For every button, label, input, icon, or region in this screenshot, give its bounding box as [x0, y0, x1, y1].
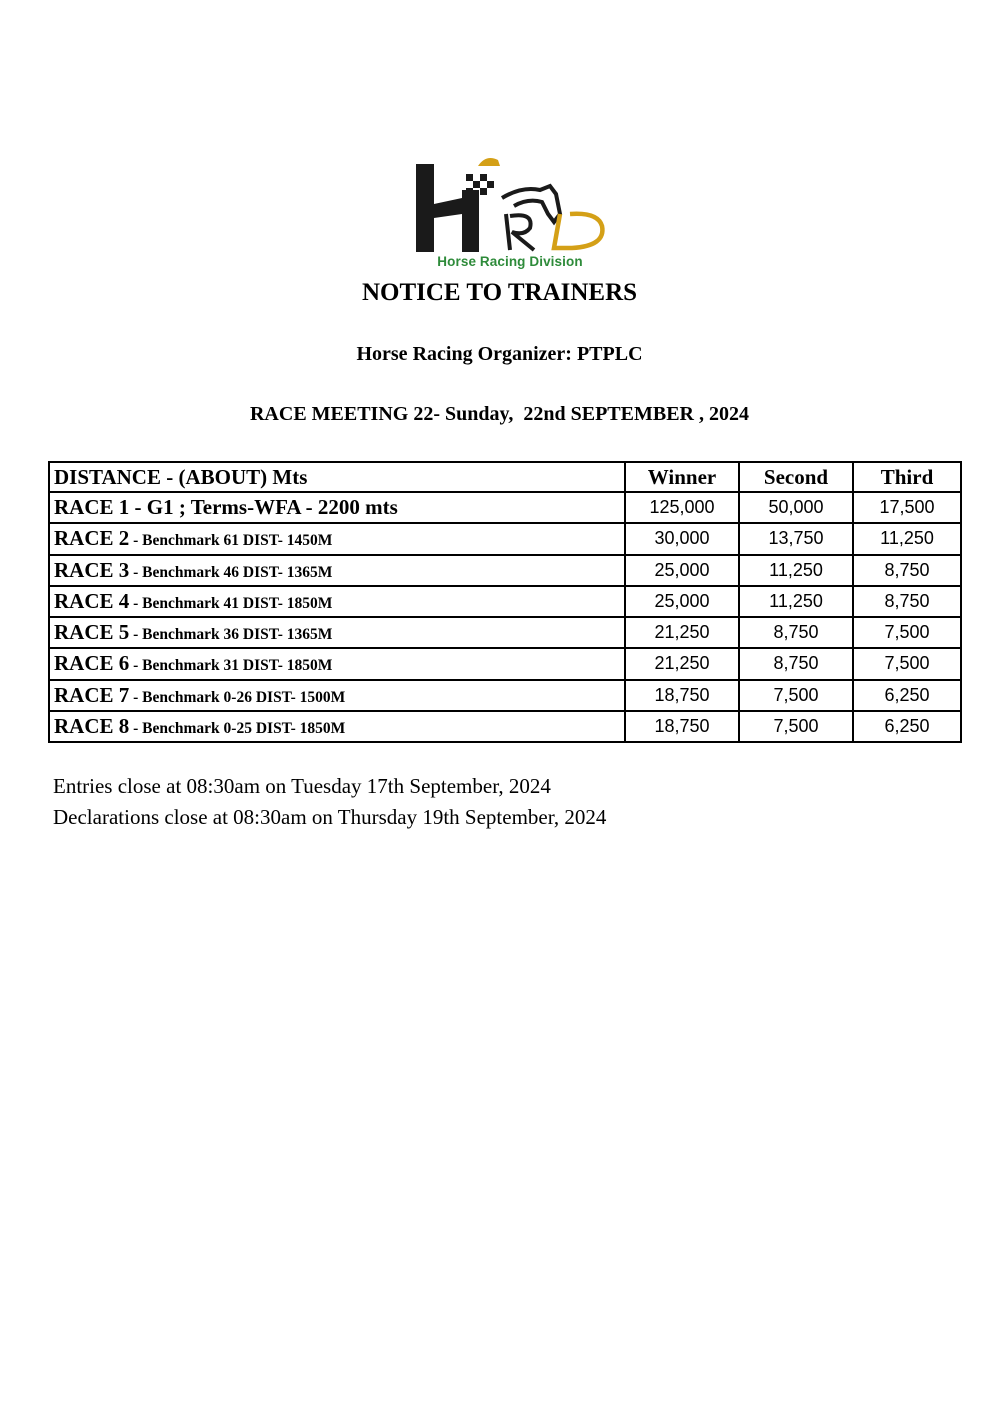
third-prize: 8,750 — [853, 555, 961, 586]
page-title: NOTICE TO TRAINERS — [361, 279, 638, 306]
race-description: - Benchmark 41 DIST- 1850M — [129, 594, 333, 612]
table-row — [49, 492, 961, 523]
header-second: Second — [739, 462, 853, 492]
table-row — [49, 555, 961, 586]
races-table — [48, 461, 962, 743]
winner-prize: 18,750 — [625, 680, 739, 711]
race-label: RACE 4 — [54, 588, 130, 613]
winner-prize: 21,250 — [625, 617, 739, 648]
winner-prize: 125,000 — [625, 492, 739, 523]
winner-prize: 25,000 — [625, 586, 739, 617]
race-description: - Benchmark 0-25 DIST- 1850M — [129, 719, 346, 737]
table-row — [49, 617, 961, 648]
header-winner: Winner — [625, 462, 739, 492]
race-label: RACE 7 — [54, 682, 130, 707]
race-description: - Benchmark 46 DIST- 1365M — [129, 563, 333, 581]
third-prize: 8,750 — [853, 586, 961, 617]
second-prize: 11,250 — [739, 586, 853, 617]
second-prize: 50,000 — [739, 492, 853, 523]
race-label: RACE 6 — [54, 651, 130, 676]
header-third: Third — [853, 462, 961, 492]
race-description: - Benchmark 0-26 DIST- 1500M — [129, 688, 346, 706]
third-prize: 11,250 — [853, 523, 961, 554]
organizer-line: Horse Racing Organizer: PTPLC — [356, 343, 643, 365]
logo-subtitle: Horse Racing Division — [437, 254, 583, 269]
race-description: - Benchmark 61 DIST- 1450M — [129, 532, 333, 550]
third-prize: 6,250 — [853, 680, 961, 711]
declarations-close-note: Declarations close at 08:30am on Thursday 19th September, 2024 — [53, 805, 607, 829]
hrd-logo — [410, 152, 610, 276]
third-prize: 7,500 — [853, 648, 961, 679]
second-prize: 11,250 — [739, 555, 853, 586]
table-row — [49, 586, 961, 617]
table-header-row — [49, 462, 961, 492]
race-label: RACE 8 — [54, 713, 130, 738]
second-prize: 7,500 — [739, 680, 853, 711]
race-description: - Benchmark 36 DIST- 1365M — [129, 626, 333, 644]
second-prize: 7,500 — [739, 711, 853, 742]
third-prize: 6,250 — [853, 711, 961, 742]
table-row — [49, 680, 961, 711]
third-prize: 17,500 — [853, 492, 961, 523]
winner-prize: 18,750 — [625, 711, 739, 742]
entries-close-note: Entries close at 08:30am on Tuesday 17th September, 2024 — [53, 774, 551, 798]
third-prize: 7,500 — [853, 617, 961, 648]
race-name: RACE 1 - G1 ; Terms-WFA - 2200 mts — [54, 495, 398, 520]
second-prize: 8,750 — [739, 648, 853, 679]
table-row — [49, 523, 961, 554]
race-label: RACE 2 — [54, 526, 130, 551]
race-label: RACE 3 — [54, 557, 130, 582]
second-prize: 13,750 — [739, 523, 853, 554]
table-row — [49, 648, 961, 679]
table-row — [49, 711, 961, 742]
second-prize: 8,750 — [739, 617, 853, 648]
winner-prize: 30,000 — [625, 523, 739, 554]
winner-prize: 21,250 — [625, 648, 739, 679]
winner-prize: 25,000 — [625, 555, 739, 586]
header-distance: DISTANCE - (ABOUT) Mts — [49, 462, 625, 492]
race-description: - Benchmark 31 DIST- 1850M — [129, 657, 333, 675]
race-label: RACE 5 — [54, 620, 130, 645]
hrd-logo-mark — [410, 152, 610, 256]
meeting-line: RACE MEETING 22- Sunday, 22nd SEPTEMBER , 2024 — [249, 403, 749, 425]
